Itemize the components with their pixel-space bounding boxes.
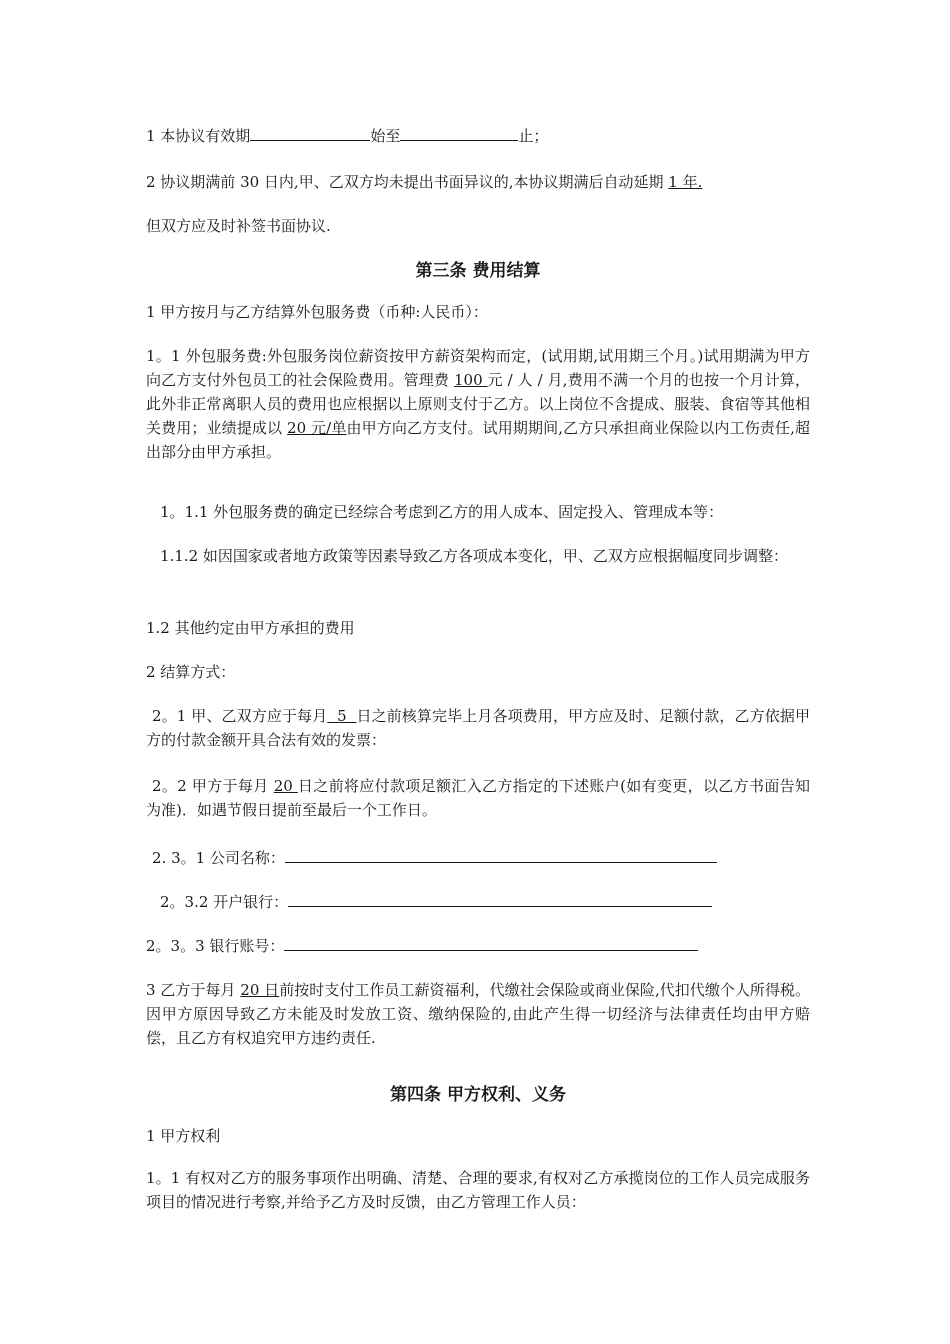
- start-date-blank: [250, 125, 370, 141]
- text: 止；: [518, 127, 549, 145]
- text: 2 协议期满前 30 日内,甲、乙双方均未提出书面异议的,本协议期满后自动延期: [146, 173, 664, 191]
- management-fee-amount: 100: [453, 371, 488, 389]
- clause-2-1: [146, 704, 810, 752]
- text: 1.1.2 如因国家或者地方政策等因素导致乙方各项成本变化，甲、乙双方应根据幅度同步调整：: [160, 547, 788, 565]
- text: 始至: [370, 127, 401, 145]
- settlement-day: 5: [327, 707, 357, 725]
- clause-1-1-2: [146, 544, 810, 568]
- text: 2。2 甲方于每月: [152, 777, 274, 795]
- end-date-blank: [400, 125, 518, 141]
- text: 元 / 人 / 月,费用不满一个月的也按一个月计算，此外非正常离职人员的费用也应根据以上原则支付于乙方。以上岗位不含提成、服装、食宿等其他相关费用；业绩提成以: [146, 371, 811, 437]
- payment-day: 20: [273, 777, 298, 795]
- company-name-line: [152, 846, 816, 870]
- text: 但双方应及时补签书面协议.: [146, 217, 331, 235]
- text: 2。3.2 开户银行：: [160, 893, 289, 911]
- party-a-rights: 1 甲方权利: [146, 1127, 221, 1145]
- bank-blank: [288, 891, 712, 907]
- clause-1-1: [146, 344, 810, 464]
- auto-renewal-line: [146, 170, 810, 194]
- text: 2。3。3 银行账号：: [146, 937, 285, 955]
- company-name-blank: [285, 847, 717, 863]
- clause-3: [146, 978, 810, 1050]
- commission-amount: 20 元/单: [287, 419, 347, 437]
- text: 2. 3。1 公司名称：: [152, 849, 285, 867]
- text: 1 本协议有效期: [146, 127, 251, 145]
- clause-2: 2 结算方式：: [146, 663, 236, 681]
- renewal-term: 1 年.: [668, 173, 703, 191]
- text: 日之前将应付款项足额汇入乙方指定的下述账户(如有变更，以乙方书面告知为准)．如遇节假日提前至最后一个工作日。: [146, 777, 811, 819]
- text: 前按时支付工作员工薪资福利，代缴社会保险或商业保险,代扣代缴个人所得税。因甲方原因导致乙方未能及时发放工资、缴纳保险的,由此产生得一切经济与法律责任均由甲方赔偿，且乙方有权追究甲方违约责任.: [146, 981, 810, 1047]
- text: 2。1 甲、乙双方应于每月: [152, 707, 328, 725]
- clause-2-2: [146, 774, 810, 822]
- article-3-heading: 第三条 费用结算: [415, 261, 541, 281]
- account-line: [146, 934, 810, 958]
- validity-period-line: [146, 124, 810, 148]
- clause-1-1-1: 1。1.1 外包服务费的确定已经综合考虑到乙方的用人成本、固定投入、管理成本等：: [160, 503, 724, 521]
- text: 日之前核算完毕上月各项费用，甲方应及时、足额付款，乙方依据甲方的付款金额开具合法有效的发票：: [146, 707, 810, 749]
- salary-day: 20 日: [240, 981, 280, 999]
- text: 1。1 外包服务费:外包服务岗位薪资按甲方薪资架构而定，(试用期,试用期三个月。)试用期满为甲方向乙方支付外包员工的社会保险费用。管理费: [146, 347, 810, 389]
- clause-1: 1 甲方按月与乙方结算外包服务费（币种:人民币）：: [146, 303, 488, 321]
- bank-line: [160, 890, 824, 914]
- article-4-heading: 第四条 甲方权利、义务: [390, 1085, 566, 1105]
- account-blank: [284, 935, 698, 951]
- text: 3 乙方于每月: [146, 981, 241, 999]
- clause-1-2: 1.2 其他约定由甲方承担的费用: [146, 619, 355, 637]
- text: 由甲方向乙方支付。试用期期间,乙方只承担商业保险以内工伤责任,超出部分由甲方承担。: [146, 419, 810, 461]
- clause-4-1-1: 1。1 有权对乙方的服务事项作出明确、清楚、合理的要求,有权对乙方承揽岗位的工作人员完成服务项目的情况进行考察,并给予乙方及时反馈，由乙方管理工作人员：: [146, 1169, 810, 1211]
- supplement-line: [146, 214, 810, 238]
